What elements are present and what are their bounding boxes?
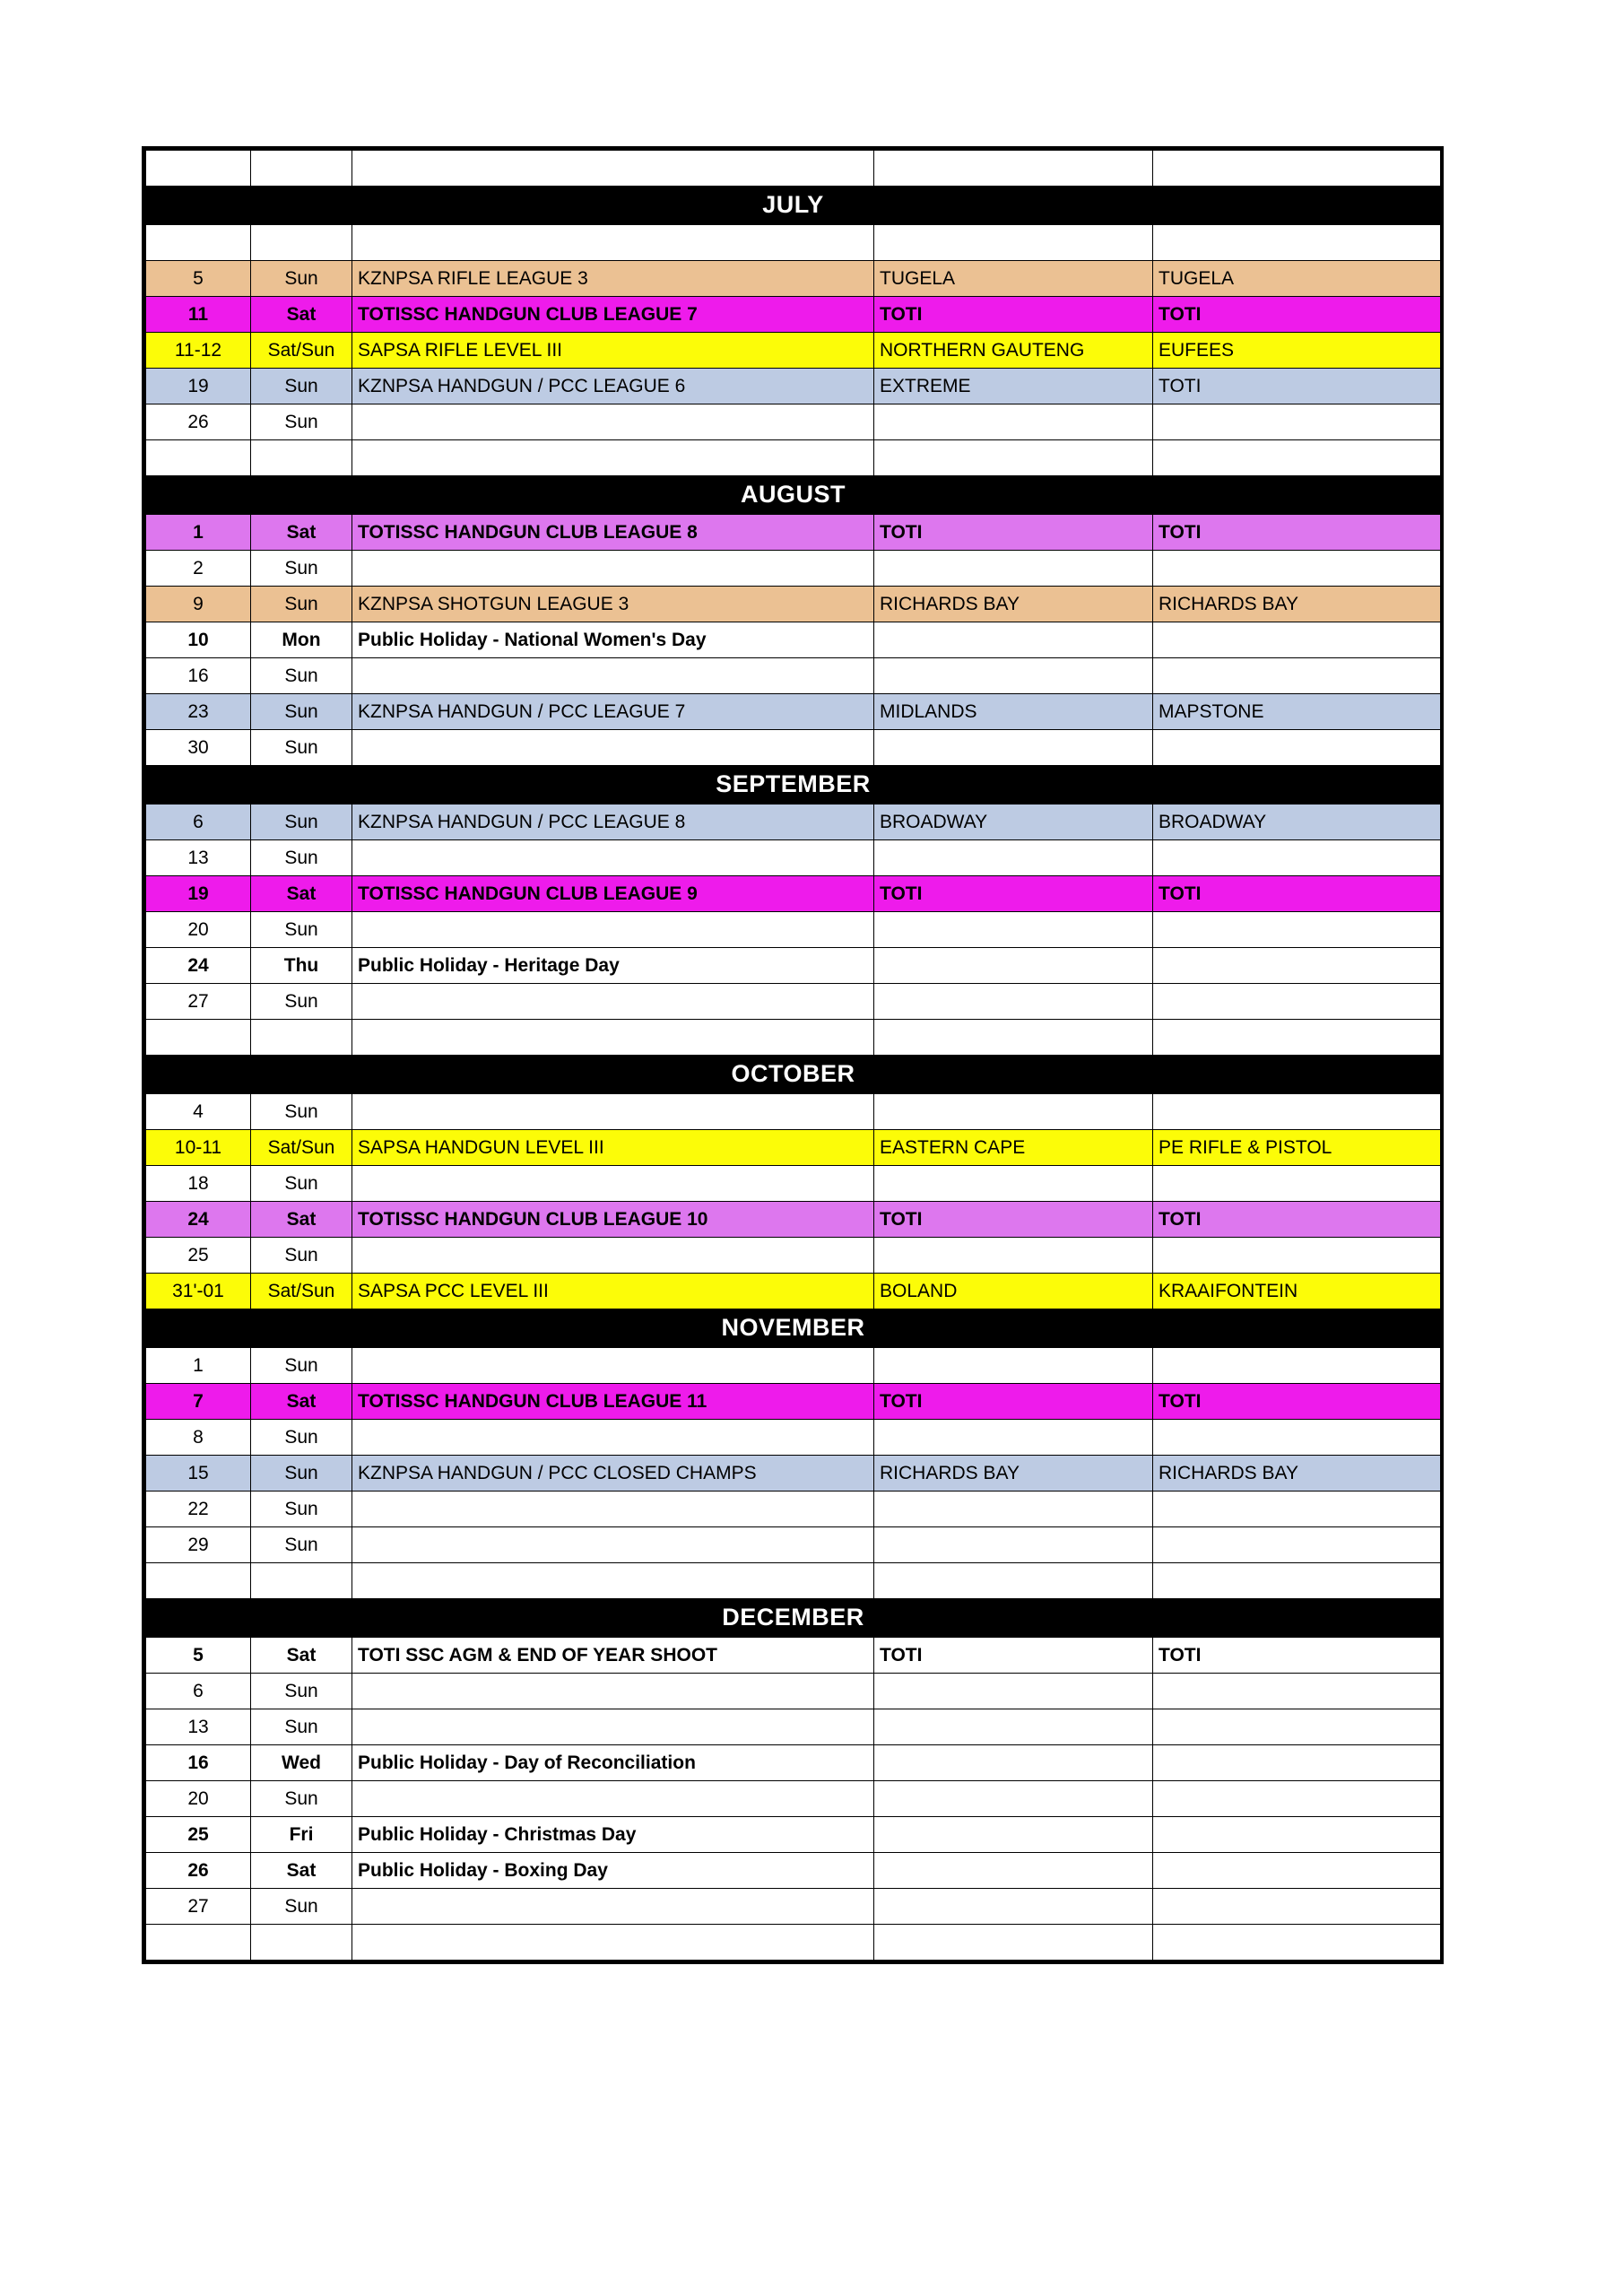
cell-day: Fri (251, 1817, 352, 1853)
cell-day: Sun (251, 1456, 352, 1492)
cell-event: Public Holiday - National Women's Day (352, 622, 874, 658)
spacer-cell (146, 1020, 251, 1056)
cell-date: 11-12 (146, 333, 251, 369)
cell-date: 20 (146, 1781, 251, 1817)
cell-date: 6 (146, 1674, 251, 1709)
table-row (146, 1348, 1441, 1384)
cell-province (874, 840, 1153, 876)
cell-venue (1153, 948, 1441, 984)
cell-venue: RICHARDS BAY (1153, 587, 1441, 622)
cell-province: TOTI (874, 515, 1153, 551)
cell-day: Sun (251, 261, 352, 297)
cell-day: Sun (251, 984, 352, 1020)
cell-event: TOTISSC HANDGUN CLUB LEAGUE 10 (352, 1202, 874, 1238)
spacer-cell (352, 440, 874, 476)
table-row (146, 1853, 1441, 1889)
cell-province: BOLAND (874, 1274, 1153, 1309)
cell-venue (1153, 658, 1441, 694)
cell-province: TOTI (874, 297, 1153, 333)
table-row (146, 369, 1441, 404)
cell-day: Sun (251, 1492, 352, 1527)
cell-day: Thu (251, 948, 352, 984)
table-row (146, 1166, 1441, 1202)
cell-venue (1153, 1674, 1441, 1709)
spacer-cell (874, 440, 1153, 476)
table-row (146, 1274, 1441, 1309)
calendar-sheet (142, 146, 1444, 1964)
spacer-cell (352, 151, 874, 187)
cell-venue (1153, 1238, 1441, 1274)
table-row (146, 515, 1441, 551)
cell-day: Wed (251, 1745, 352, 1781)
cell-venue: TOTI (1153, 1202, 1441, 1238)
cell-date: 1 (146, 515, 251, 551)
month-header-row (146, 766, 1441, 804)
month-label: OCTOBER (146, 1056, 1441, 1094)
spacer-cell (1153, 225, 1441, 261)
table-row (146, 1638, 1441, 1674)
cell-province (874, 622, 1153, 658)
cell-event (352, 404, 874, 440)
cell-event (352, 1094, 874, 1130)
table-row (146, 333, 1441, 369)
cell-day: Sun (251, 1348, 352, 1384)
cell-event: Public Holiday - Boxing Day (352, 1853, 874, 1889)
cell-day: Sun (251, 694, 352, 730)
spacer-cell (352, 1020, 874, 1056)
spacer-row (146, 1563, 1441, 1599)
cell-event (352, 1166, 874, 1202)
cell-province (874, 948, 1153, 984)
spacer-cell (352, 1563, 874, 1599)
cell-event (352, 551, 874, 587)
cell-date: 2 (146, 551, 251, 587)
cell-venue (1153, 1709, 1441, 1745)
cell-province: BROADWAY (874, 804, 1153, 840)
month-label: JULY (146, 187, 1441, 225)
cell-province: TOTI (874, 876, 1153, 912)
cell-province (874, 1817, 1153, 1853)
month-header-row (146, 1309, 1441, 1348)
spacer-cell (251, 1925, 352, 1961)
cell-event: KZNPSA HANDGUN / PCC LEAGUE 7 (352, 694, 874, 730)
spacer-cell (1153, 1563, 1441, 1599)
cell-venue (1153, 1348, 1441, 1384)
cell-venue (1153, 1781, 1441, 1817)
cell-date: 11 (146, 297, 251, 333)
cell-day: Sat (251, 876, 352, 912)
table-row (146, 1527, 1441, 1563)
spacer-cell (1153, 151, 1441, 187)
cell-venue: TUGELA (1153, 261, 1441, 297)
cell-province: TOTI (874, 1384, 1153, 1420)
table-row (146, 551, 1441, 587)
spacer-cell (874, 1020, 1153, 1056)
cell-province: EASTERN CAPE (874, 1130, 1153, 1166)
spacer-cell (874, 151, 1153, 187)
cell-event: KZNPSA SHOTGUN LEAGUE 3 (352, 587, 874, 622)
cell-event: KZNPSA RIFLE LEAGUE 3 (352, 261, 874, 297)
cell-event (352, 658, 874, 694)
cell-date: 20 (146, 912, 251, 948)
cell-province (874, 912, 1153, 948)
cell-venue: TOTI (1153, 515, 1441, 551)
cell-province (874, 984, 1153, 1020)
cell-province (874, 1781, 1153, 1817)
cell-date: 25 (146, 1238, 251, 1274)
cell-date: 27 (146, 984, 251, 1020)
spacer-cell (352, 1925, 874, 1961)
table-row (146, 1384, 1441, 1420)
cell-date: 26 (146, 404, 251, 440)
calendar-body (146, 151, 1441, 1961)
spacer-row (146, 225, 1441, 261)
cell-venue (1153, 1094, 1441, 1130)
table-row (146, 622, 1441, 658)
cell-day: Sun (251, 1420, 352, 1456)
cell-date: 23 (146, 694, 251, 730)
cell-day: Sun (251, 587, 352, 622)
cell-province: RICHARDS BAY (874, 587, 1153, 622)
cell-venue (1153, 1853, 1441, 1889)
table-row (146, 1202, 1441, 1238)
cell-day: Sat/Sun (251, 1130, 352, 1166)
cell-province: NORTHERN GAUTENG (874, 333, 1153, 369)
cell-province (874, 1527, 1153, 1563)
cell-event (352, 1527, 874, 1563)
table-row (146, 658, 1441, 694)
spacer-row (146, 1020, 1441, 1056)
month-header-row (146, 187, 1441, 225)
cell-date: 6 (146, 804, 251, 840)
cell-event: SAPSA RIFLE LEVEL III (352, 333, 874, 369)
spacer-cell (1153, 1925, 1441, 1961)
cell-venue (1153, 551, 1441, 587)
cell-date: 27 (146, 1889, 251, 1925)
cell-province: TOTI (874, 1202, 1153, 1238)
cell-date: 5 (146, 1638, 251, 1674)
cell-event: TOTISSC HANDGUN CLUB LEAGUE 8 (352, 515, 874, 551)
table-row (146, 912, 1441, 948)
cell-venue: BROADWAY (1153, 804, 1441, 840)
cell-event (352, 1889, 874, 1925)
cell-date: 19 (146, 876, 251, 912)
cell-day: Sat (251, 515, 352, 551)
cell-venue: EUFEES (1153, 333, 1441, 369)
cell-event (352, 912, 874, 948)
spacer-cell (1153, 1020, 1441, 1056)
cell-day: Sun (251, 658, 352, 694)
table-row (146, 1745, 1441, 1781)
cell-day: Sun (251, 1166, 352, 1202)
table-row (146, 1817, 1441, 1853)
cell-province: TUGELA (874, 261, 1153, 297)
cell-event: TOTISSC HANDGUN CLUB LEAGUE 11 (352, 1384, 874, 1420)
month-label: NOVEMBER (146, 1309, 1441, 1348)
cell-event: KZNPSA HANDGUN / PCC CLOSED CHAMPS (352, 1456, 874, 1492)
cell-venue (1153, 622, 1441, 658)
table-row (146, 1420, 1441, 1456)
table-row (146, 1492, 1441, 1527)
spacer-cell (251, 225, 352, 261)
cell-province (874, 1853, 1153, 1889)
cell-date: 13 (146, 840, 251, 876)
spacer-cell (146, 1925, 251, 1961)
spacer-cell (874, 225, 1153, 261)
cell-province (874, 1709, 1153, 1745)
cell-day: Sat (251, 297, 352, 333)
table-row (146, 1130, 1441, 1166)
cell-date: 31'-01 (146, 1274, 251, 1309)
calendar-table (145, 150, 1441, 1961)
cell-province (874, 730, 1153, 766)
cell-province (874, 1889, 1153, 1925)
cell-province (874, 658, 1153, 694)
month-header-row (146, 476, 1441, 515)
cell-venue (1153, 1492, 1441, 1527)
cell-day: Sun (251, 1094, 352, 1130)
cell-venue (1153, 404, 1441, 440)
cell-event: Public Holiday - Christmas Day (352, 1817, 874, 1853)
cell-date: 29 (146, 1527, 251, 1563)
cell-province (874, 1674, 1153, 1709)
table-row (146, 1889, 1441, 1925)
cell-province (874, 1745, 1153, 1781)
cell-venue: RICHARDS BAY (1153, 1456, 1441, 1492)
cell-day: Sat (251, 1853, 352, 1889)
cell-date: 7 (146, 1384, 251, 1420)
cell-province (874, 404, 1153, 440)
cell-province (874, 1238, 1153, 1274)
cell-event: Public Holiday - Day of Reconciliation (352, 1745, 874, 1781)
cell-event (352, 1238, 874, 1274)
cell-date: 26 (146, 1853, 251, 1889)
cell-event: TOTISSC HANDGUN CLUB LEAGUE 9 (352, 876, 874, 912)
cell-date: 13 (146, 1709, 251, 1745)
cell-date: 25 (146, 1817, 251, 1853)
cell-venue: KRAAIFONTEIN (1153, 1274, 1441, 1309)
cell-province (874, 551, 1153, 587)
table-row (146, 804, 1441, 840)
cell-venue: TOTI (1153, 876, 1441, 912)
cell-event: KZNPSA HANDGUN / PCC LEAGUE 8 (352, 804, 874, 840)
cell-day: Sun (251, 369, 352, 404)
cell-date: 9 (146, 587, 251, 622)
spacer-cell (251, 151, 352, 187)
cell-venue: MAPSTONE (1153, 694, 1441, 730)
spacer-cell (874, 1563, 1153, 1599)
table-row (146, 587, 1441, 622)
cell-province (874, 1492, 1153, 1527)
cell-day: Mon (251, 622, 352, 658)
cell-day: Sun (251, 840, 352, 876)
cell-day: Sun (251, 1889, 352, 1925)
table-row (146, 730, 1441, 766)
cell-venue (1153, 984, 1441, 1020)
cell-venue (1153, 1817, 1441, 1853)
cell-venue: TOTI (1153, 1384, 1441, 1420)
cell-venue (1153, 730, 1441, 766)
cell-day: Sun (251, 404, 352, 440)
cell-date: 18 (146, 1166, 251, 1202)
cell-event (352, 1420, 874, 1456)
cell-event (352, 1709, 874, 1745)
table-row (146, 984, 1441, 1020)
cell-day: Sat (251, 1638, 352, 1674)
table-row (146, 948, 1441, 984)
cell-venue: TOTI (1153, 369, 1441, 404)
cell-day: Sun (251, 804, 352, 840)
cell-date: 16 (146, 658, 251, 694)
month-label: AUGUST (146, 476, 1441, 515)
cell-date: 5 (146, 261, 251, 297)
month-label: SEPTEMBER (146, 766, 1441, 804)
cell-day: Sun (251, 1527, 352, 1563)
spacer-cell (1153, 440, 1441, 476)
cell-date: 24 (146, 948, 251, 984)
cell-province: EXTREME (874, 369, 1153, 404)
cell-event (352, 1492, 874, 1527)
cell-event: KZNPSA HANDGUN / PCC LEAGUE 6 (352, 369, 874, 404)
cell-day: Sun (251, 730, 352, 766)
cell-day: Sat/Sun (251, 333, 352, 369)
table-row (146, 1456, 1441, 1492)
cell-event (352, 1781, 874, 1817)
cell-event: TOTISSC HANDGUN CLUB LEAGUE 7 (352, 297, 874, 333)
table-row (146, 876, 1441, 912)
month-header-row (146, 1599, 1441, 1638)
spacer-cell (146, 151, 251, 187)
cell-date: 16 (146, 1745, 251, 1781)
cell-venue (1153, 912, 1441, 948)
cell-venue (1153, 1166, 1441, 1202)
cell-date: 30 (146, 730, 251, 766)
spacer-cell (146, 225, 251, 261)
cell-date: 1 (146, 1348, 251, 1384)
cell-event: TOTI SSC AGM & END OF YEAR SHOOT (352, 1638, 874, 1674)
cell-province: RICHARDS BAY (874, 1456, 1153, 1492)
table-row (146, 694, 1441, 730)
cell-day: Sun (251, 1781, 352, 1817)
cell-date: 24 (146, 1202, 251, 1238)
cell-event (352, 840, 874, 876)
cell-event: Public Holiday - Heritage Day (352, 948, 874, 984)
spacer-cell (146, 1563, 251, 1599)
cell-venue (1153, 840, 1441, 876)
spacer-cell (251, 1020, 352, 1056)
cell-day: Sun (251, 551, 352, 587)
cell-date: 19 (146, 369, 251, 404)
cell-province (874, 1094, 1153, 1130)
cell-venue: TOTI (1153, 1638, 1441, 1674)
cell-venue (1153, 1527, 1441, 1563)
cell-date: 22 (146, 1492, 251, 1527)
table-row (146, 1094, 1441, 1130)
spacer-cell (251, 1563, 352, 1599)
cell-day: Sun (251, 912, 352, 948)
cell-date: 4 (146, 1094, 251, 1130)
table-row (146, 1674, 1441, 1709)
table-row (146, 297, 1441, 333)
month-header-row (146, 1056, 1441, 1094)
cell-date: 10-11 (146, 1130, 251, 1166)
table-row (146, 840, 1441, 876)
month-label: DECEMBER (146, 1599, 1441, 1638)
cell-event (352, 1674, 874, 1709)
spacer-cell (352, 225, 874, 261)
cell-venue: PE RIFLE & PISTOL (1153, 1130, 1441, 1166)
table-row (146, 1238, 1441, 1274)
cell-event: SAPSA PCC LEVEL III (352, 1274, 874, 1309)
cell-venue (1153, 1889, 1441, 1925)
cell-event (352, 984, 874, 1020)
cell-province (874, 1420, 1153, 1456)
spacer-cell (251, 440, 352, 476)
cell-event (352, 730, 874, 766)
cell-province (874, 1348, 1153, 1384)
cell-day: Sun (251, 1238, 352, 1274)
table-row (146, 1781, 1441, 1817)
spacer-row (146, 440, 1441, 476)
cell-day: Sun (251, 1674, 352, 1709)
spacer-cell (874, 1925, 1153, 1961)
spacer-row (146, 151, 1441, 187)
table-row (146, 404, 1441, 440)
cell-province (874, 1166, 1153, 1202)
cell-date: 10 (146, 622, 251, 658)
cell-venue (1153, 1420, 1441, 1456)
cell-province: MIDLANDS (874, 694, 1153, 730)
table-row (146, 1709, 1441, 1745)
cell-day: Sun (251, 1709, 352, 1745)
cell-date: 8 (146, 1420, 251, 1456)
spacer-cell (146, 440, 251, 476)
cell-event: SAPSA HANDGUN LEVEL III (352, 1130, 874, 1166)
cell-event (352, 1348, 874, 1384)
cell-date: 15 (146, 1456, 251, 1492)
cell-day: Sat (251, 1202, 352, 1238)
spacer-row (146, 1925, 1441, 1961)
table-row (146, 261, 1441, 297)
cell-day: Sat (251, 1384, 352, 1420)
cell-province: TOTI (874, 1638, 1153, 1674)
cell-venue: TOTI (1153, 297, 1441, 333)
cell-venue (1153, 1745, 1441, 1781)
cell-day: Sat/Sun (251, 1274, 352, 1309)
